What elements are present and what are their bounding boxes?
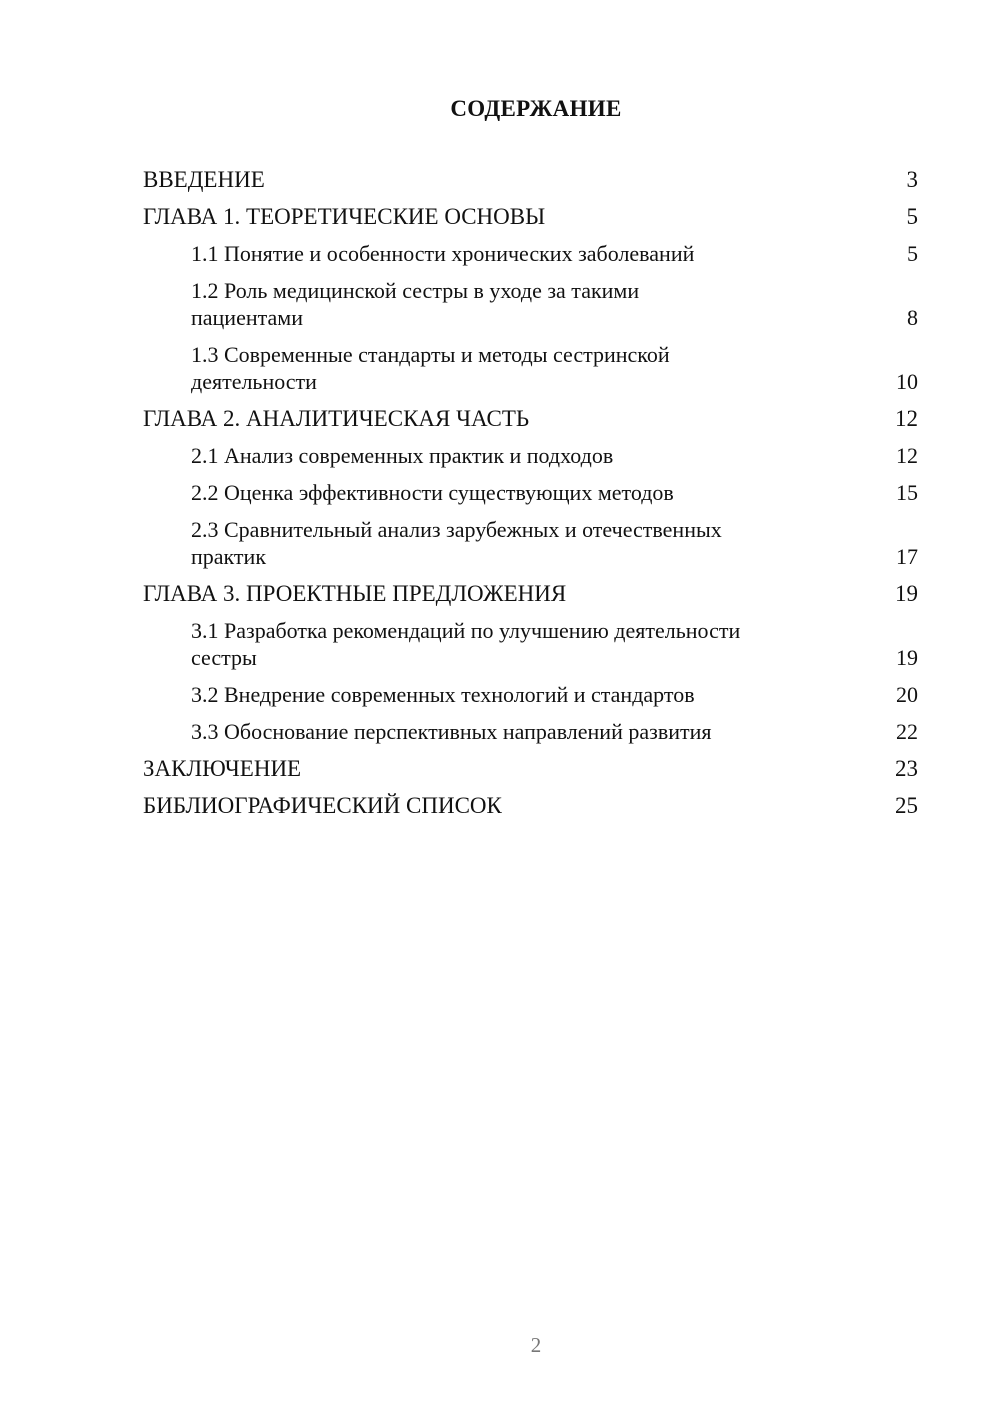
toc-entry-section-1-2[interactable] <box>143 277 918 331</box>
toc-entry-section-1-1[interactable] <box>143 240 918 267</box>
toc-entry-label: ГЛАВА 1. ТЕОРЕТИЧЕСКИЕ ОСНОВЫ <box>143 204 546 229</box>
toc-entry-page: 20 <box>896 682 918 707</box>
toc-entry-label: 1.2 Роль медицинской сестры в уходе за такими пациентами <box>191 278 640 330</box>
toc-entry-section-3-1[interactable] <box>143 617 918 671</box>
toc-entry-label: 2.1 Анализ современных практик и подходов <box>191 443 614 468</box>
toc-entry-introduction[interactable] <box>143 166 918 193</box>
toc-entry-section-2-1[interactable] <box>143 442 918 469</box>
toc-entry-chapter-3[interactable] <box>143 580 918 607</box>
toc-entry-page: 5 <box>907 241 918 266</box>
toc-entry-section-1-3[interactable] <box>143 341 918 395</box>
toc-entry-label: 3.3 Обоснование перспективных направлений развития <box>191 719 712 744</box>
toc-entry-page: 25 <box>895 793 918 818</box>
toc-entry-page: 17 <box>896 544 918 569</box>
toc-entry-label: ЗАКЛЮЧЕНИЕ <box>143 756 302 781</box>
toc-entry-section-3-3[interactable] <box>143 718 918 745</box>
toc-entry-label: ВВЕДЕНИЕ <box>143 167 265 192</box>
toc-entry-page: 3 <box>906 167 918 192</box>
toc-entry-page: 5 <box>906 204 918 229</box>
toc-entry-label: ГЛАВА 2. АНАЛИТИЧЕСКАЯ ЧАСТЬ <box>143 406 530 431</box>
toc-entry-page: 23 <box>895 756 918 781</box>
toc-entry-page: 19 <box>896 645 918 670</box>
page-title: СОДЕРЖАНИЕ <box>450 96 622 121</box>
toc-entry-page: 10 <box>896 369 918 394</box>
table-of-contents <box>143 166 918 829</box>
toc-entry-section-3-2[interactable] <box>143 681 918 708</box>
toc-entry-chapter-1[interactable] <box>143 203 918 230</box>
toc-entry-label: 1.1 Понятие и особенности хронических заболеваний <box>191 241 695 266</box>
toc-entry-label: 3.1 Разработка рекомендаций по улучшению деятельности сестры <box>191 618 741 670</box>
toc-entry-bibliography[interactable] <box>143 792 918 819</box>
toc-entry-label: 1.3 Современные стандарты и методы сестринской деятельности <box>191 342 670 394</box>
toc-entry-page: 12 <box>896 443 918 468</box>
toc-entry-section-2-2[interactable] <box>143 479 918 506</box>
page-number: 2 <box>530 1333 542 1357</box>
toc-entry-conclusion[interactable] <box>143 755 918 782</box>
toc-entry-chapter-2[interactable] <box>143 405 918 432</box>
toc-entry-label: 3.2 Внедрение современных технологий и стандартов <box>191 682 695 707</box>
toc-entry-page: 15 <box>896 480 918 505</box>
toc-entry-label: 2.2 Оценка эффективности существующих методов <box>191 480 674 505</box>
toc-entry-label: ГЛАВА 3. ПРОЕКТНЫЕ ПРЕДЛОЖЕНИЯ <box>143 581 567 606</box>
toc-entry-label: БИБЛИОГРАФИЧЕСКИЙ СПИСОК <box>143 793 502 818</box>
toc-entry-page: 8 <box>907 305 918 330</box>
toc-entry-page: 22 <box>896 719 918 744</box>
toc-entry-label: 2.3 Сравнительный анализ зарубежных и отечественных практик <box>191 517 722 569</box>
toc-entry-page: 12 <box>895 406 918 431</box>
toc-entry-section-2-3[interactable] <box>143 516 918 570</box>
toc-entry-page: 19 <box>895 581 918 606</box>
